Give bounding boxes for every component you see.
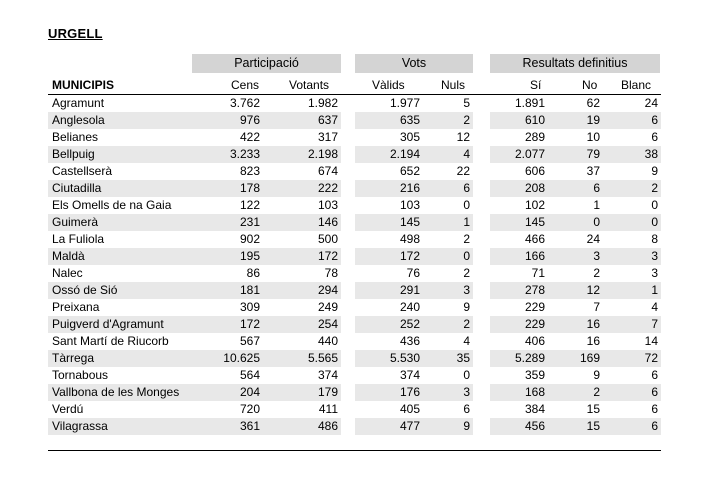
- cell-valids: 291: [355, 282, 423, 299]
- cell-si: 456: [490, 418, 548, 435]
- cell-nuls: 4: [463, 334, 470, 348]
- column-spacer: [473, 231, 490, 248]
- cell-valids: 5.530: [355, 350, 423, 367]
- cell-no: 10: [586, 130, 600, 144]
- cell-cens: 10.625: [192, 350, 263, 367]
- table-row: [48, 333, 661, 350]
- group-header-resultats: Resultats definitius: [490, 54, 660, 73]
- table-row: [48, 384, 661, 401]
- table-row: [48, 197, 661, 214]
- column-spacer: [473, 333, 490, 350]
- cell-cens: 195: [192, 248, 263, 265]
- municipality-name: Vilagrassa: [48, 418, 192, 435]
- table-row: [48, 299, 661, 316]
- municipality-name: Maldà: [48, 248, 192, 265]
- cell-blanc: 6: [651, 368, 658, 382]
- cell-votants: 637: [263, 112, 341, 129]
- cell-valids: 172: [355, 248, 423, 265]
- municipality-name: Guimerà: [48, 214, 192, 231]
- column-spacer: [341, 384, 355, 401]
- column-spacer: [341, 282, 355, 299]
- cell-no: 79: [548, 146, 603, 163]
- cell-cens: 231: [192, 214, 263, 231]
- column-spacer: [341, 367, 355, 384]
- cell-no: 2: [593, 266, 600, 280]
- cell-blanc: 7: [603, 316, 661, 333]
- cell-nuls: 0: [463, 368, 470, 382]
- table-row: [48, 282, 661, 299]
- cell-cens: 309: [239, 300, 260, 314]
- cell-nuls: 6: [423, 180, 473, 197]
- municipality-name: Puigverd d'Agramunt: [48, 316, 192, 333]
- cell-valids: 652: [399, 164, 420, 178]
- column-header-blanc: Blanc: [621, 78, 652, 92]
- table-row: [48, 350, 661, 367]
- column-spacer: [341, 299, 355, 316]
- cell-valids: 498: [399, 232, 420, 246]
- municipality-name: Ossó de Sió: [48, 282, 192, 299]
- column-spacer: [473, 163, 490, 180]
- column-spacer: [341, 350, 355, 367]
- footer-rule: [48, 450, 661, 451]
- cell-si: 610: [490, 112, 548, 129]
- cell-si: 359: [524, 368, 545, 382]
- cell-no: 62: [586, 96, 600, 110]
- municipality-name: Agramunt: [52, 96, 105, 110]
- cell-valids: 176: [355, 384, 423, 401]
- cell-nuls: 2: [423, 316, 473, 333]
- cell-no: 6: [548, 180, 603, 197]
- column-spacer: [341, 265, 355, 282]
- cell-si: 168: [490, 384, 548, 401]
- column-spacer: [473, 197, 490, 214]
- cell-blanc: 38: [603, 146, 661, 163]
- cell-valids: 405: [399, 402, 420, 416]
- municipality-name: Tàrrega: [48, 350, 192, 367]
- cell-valids: 252: [355, 316, 423, 333]
- cell-valids: 1.977: [389, 96, 420, 110]
- column-spacer: [473, 299, 490, 316]
- cell-blanc: 6: [651, 130, 658, 144]
- cell-blanc: 2: [603, 180, 661, 197]
- cell-si: 71: [531, 266, 545, 280]
- cell-blanc: 4: [651, 300, 658, 314]
- column-spacer: [473, 214, 490, 231]
- table-row: [48, 163, 661, 180]
- cell-nuls: 6: [463, 402, 470, 416]
- cell-no: 16: [586, 334, 600, 348]
- column-spacer: [473, 129, 490, 146]
- cell-si: 1.891: [514, 96, 545, 110]
- column-spacer: [341, 95, 355, 112]
- cell-no: 15: [548, 418, 603, 435]
- column-spacer: [341, 163, 355, 180]
- column-header-nuls: Nuls: [441, 78, 466, 92]
- column-spacer: [341, 333, 355, 350]
- group-header-vots: Vots: [355, 54, 473, 73]
- cell-votants: 146: [263, 214, 341, 231]
- cell-votants: 2.198: [263, 146, 341, 163]
- column-spacer: [473, 418, 490, 435]
- table-row: [48, 129, 661, 146]
- cell-si: 102: [524, 198, 545, 212]
- column-spacer: [473, 112, 490, 129]
- column-spacer: [473, 367, 490, 384]
- cell-si: 406: [524, 334, 545, 348]
- municipality-name: La Fuliola: [52, 232, 105, 246]
- table-row: [48, 112, 661, 129]
- column-header-votants: Votants: [289, 78, 330, 92]
- cell-votants: 486: [263, 418, 341, 435]
- cell-si: 229: [524, 300, 545, 314]
- cell-si: 166: [490, 248, 548, 265]
- cell-votants: 179: [263, 384, 341, 401]
- cell-cens: 3.233: [192, 146, 263, 163]
- cell-cens: 3.762: [229, 96, 260, 110]
- region-title: URGELL: [48, 26, 103, 41]
- cell-si: 145: [490, 214, 548, 231]
- group-header-participacio: Participació: [192, 54, 341, 73]
- cell-nuls: 1: [423, 214, 473, 231]
- column-header-no: No: [582, 78, 598, 92]
- cell-no: 12: [548, 282, 603, 299]
- cell-votants: 222: [263, 180, 341, 197]
- municipality-name: Verdú: [52, 402, 84, 416]
- cell-votants: 1.982: [307, 96, 338, 110]
- cell-votants: 172: [263, 248, 341, 265]
- cell-cens: 122: [239, 198, 260, 212]
- municipality-name: Nalec: [52, 266, 83, 280]
- cell-cens: 902: [239, 232, 260, 246]
- cell-blanc: 8: [651, 232, 658, 246]
- column-spacer: [341, 316, 355, 333]
- municipality-name: Bellpuig: [48, 146, 192, 163]
- cell-blanc: 0: [603, 214, 661, 231]
- table-row: [48, 401, 661, 418]
- cell-nuls: 3: [423, 282, 473, 299]
- cell-blanc: 72: [603, 350, 661, 367]
- cell-cens: 361: [192, 418, 263, 435]
- column-spacer: [473, 350, 490, 367]
- column-spacer: [341, 146, 355, 163]
- cell-valids: 240: [399, 300, 420, 314]
- table-row: [48, 248, 661, 265]
- cell-cens: 823: [239, 164, 260, 178]
- column-spacer: [473, 248, 490, 265]
- cell-votants: 78: [324, 266, 338, 280]
- cell-votants: 103: [317, 198, 338, 212]
- cell-valids: 2.194: [355, 146, 423, 163]
- table-row: [48, 214, 661, 231]
- column-spacer: [473, 180, 490, 197]
- column-header-si: Sí: [530, 78, 542, 92]
- municipality-name: Sant Martí de Riucorb: [52, 334, 169, 348]
- cell-votants: 5.565: [263, 350, 341, 367]
- table-row: [48, 95, 661, 112]
- municipality-name: Preixana: [52, 300, 100, 314]
- cell-blanc: 0: [651, 198, 658, 212]
- cell-blanc: 3: [603, 248, 661, 265]
- cell-blanc: 24: [644, 96, 658, 110]
- cell-blanc: 1: [603, 282, 661, 299]
- cell-si: 466: [524, 232, 545, 246]
- cell-si: 5.289: [490, 350, 548, 367]
- cell-si: 606: [524, 164, 545, 178]
- column-spacer: [341, 129, 355, 146]
- cell-blanc: 3: [651, 266, 658, 280]
- column-spacer: [473, 146, 490, 163]
- cell-votants: 254: [263, 316, 341, 333]
- cell-valids: 635: [355, 112, 423, 129]
- table-row: [48, 231, 661, 248]
- cell-cens: 564: [239, 368, 260, 382]
- column-header-cens: Cens: [231, 78, 260, 92]
- table-row: [48, 316, 661, 333]
- municipality-name: Els Omells de na Gaia: [52, 198, 172, 212]
- cell-cens: 567: [239, 334, 260, 348]
- cell-votants: 500: [317, 232, 338, 246]
- cell-valids: 76: [406, 266, 420, 280]
- cell-blanc: 6: [651, 402, 658, 416]
- cell-si: 208: [490, 180, 548, 197]
- column-spacer: [473, 316, 490, 333]
- cell-no: 1: [593, 198, 600, 212]
- cell-valids: 436: [399, 334, 420, 348]
- cell-cens: 422: [239, 130, 260, 144]
- cell-valids: 477: [355, 418, 423, 435]
- column-spacer: [473, 401, 490, 418]
- cell-nuls: 2: [423, 112, 473, 129]
- column-spacer: [341, 180, 355, 197]
- cell-nuls: 22: [456, 164, 470, 178]
- cell-no: 169: [548, 350, 603, 367]
- cell-no: 19: [548, 112, 603, 129]
- cell-si: 384: [524, 402, 545, 416]
- cell-nuls: 9: [423, 418, 473, 435]
- cell-votants: 317: [317, 130, 338, 144]
- cell-valids: 216: [355, 180, 423, 197]
- table-row: [48, 367, 661, 384]
- cell-blanc: 6: [603, 384, 661, 401]
- cell-valids: 305: [399, 130, 420, 144]
- cell-nuls: 9: [463, 300, 470, 314]
- cell-si: 229: [490, 316, 548, 333]
- cell-no: 15: [586, 402, 600, 416]
- municipality-name: Vallbona de les Monges: [48, 384, 192, 401]
- cell-nuls: 2: [463, 232, 470, 246]
- cell-cens: 204: [192, 384, 263, 401]
- cell-valids: 374: [399, 368, 420, 382]
- cell-si: 278: [490, 282, 548, 299]
- table-row: [48, 180, 661, 197]
- cell-valids: 145: [355, 214, 423, 231]
- cell-cens: 178: [192, 180, 263, 197]
- cell-cens: 172: [192, 316, 263, 333]
- cell-votants: 411: [318, 402, 338, 416]
- cell-cens: 181: [192, 282, 263, 299]
- column-spacer: [341, 231, 355, 248]
- cell-nuls: 0: [463, 198, 470, 212]
- cell-si: 289: [524, 130, 545, 144]
- cell-blanc: 9: [651, 164, 658, 178]
- column-spacer: [341, 197, 355, 214]
- column-header-valids: Vàlids: [372, 78, 405, 92]
- cell-nuls: 5: [463, 96, 470, 110]
- cell-no: 24: [586, 232, 600, 246]
- cell-cens: 720: [239, 402, 260, 416]
- municipality-name: Anglesola: [48, 112, 192, 129]
- cell-cens: 86: [246, 266, 260, 280]
- cell-nuls: 3: [423, 384, 473, 401]
- cell-cens: 976: [192, 112, 263, 129]
- cell-votants: 440: [317, 334, 338, 348]
- municipality-name: Belianes: [52, 130, 99, 144]
- cell-votants: 294: [263, 282, 341, 299]
- cell-nuls: 4: [423, 146, 473, 163]
- table-row: [48, 265, 661, 282]
- column-spacer: [473, 265, 490, 282]
- cell-nuls: 35: [423, 350, 473, 367]
- municipality-name: Tornabous: [52, 368, 109, 382]
- results-table: [48, 95, 661, 435]
- cell-blanc: 6: [603, 112, 661, 129]
- cell-valids: 103: [399, 198, 420, 212]
- cell-no: 2: [548, 384, 603, 401]
- cell-no: 37: [586, 164, 600, 178]
- municipality-name: Castellserà: [52, 164, 113, 178]
- cell-blanc: 14: [644, 334, 658, 348]
- column-spacer: [473, 95, 490, 112]
- column-spacer: [341, 112, 355, 129]
- cell-no: 7: [593, 300, 600, 314]
- column-spacer: [473, 384, 490, 401]
- municipality-name: Ciutadilla: [48, 180, 192, 197]
- column-spacer: [341, 248, 355, 265]
- cell-votants: 674: [317, 164, 338, 178]
- column-spacer: [341, 214, 355, 231]
- cell-si: 2.077: [490, 146, 548, 163]
- cell-no: 0: [548, 214, 603, 231]
- column-spacer: [341, 418, 355, 435]
- cell-no: 16: [548, 316, 603, 333]
- cell-blanc: 6: [603, 418, 661, 435]
- column-header-municipis: MUNICIPIS: [52, 78, 115, 92]
- table-row: [48, 146, 661, 163]
- cell-nuls: 2: [463, 266, 470, 280]
- cell-no: 3: [548, 248, 603, 265]
- table-row: [48, 418, 661, 435]
- cell-no: 9: [593, 368, 600, 382]
- cell-votants: 374: [317, 368, 338, 382]
- cell-nuls: 0: [423, 248, 473, 265]
- cell-nuls: 12: [456, 130, 470, 144]
- cell-votants: 249: [317, 300, 338, 314]
- column-spacer: [341, 401, 355, 418]
- column-spacer: [473, 282, 490, 299]
